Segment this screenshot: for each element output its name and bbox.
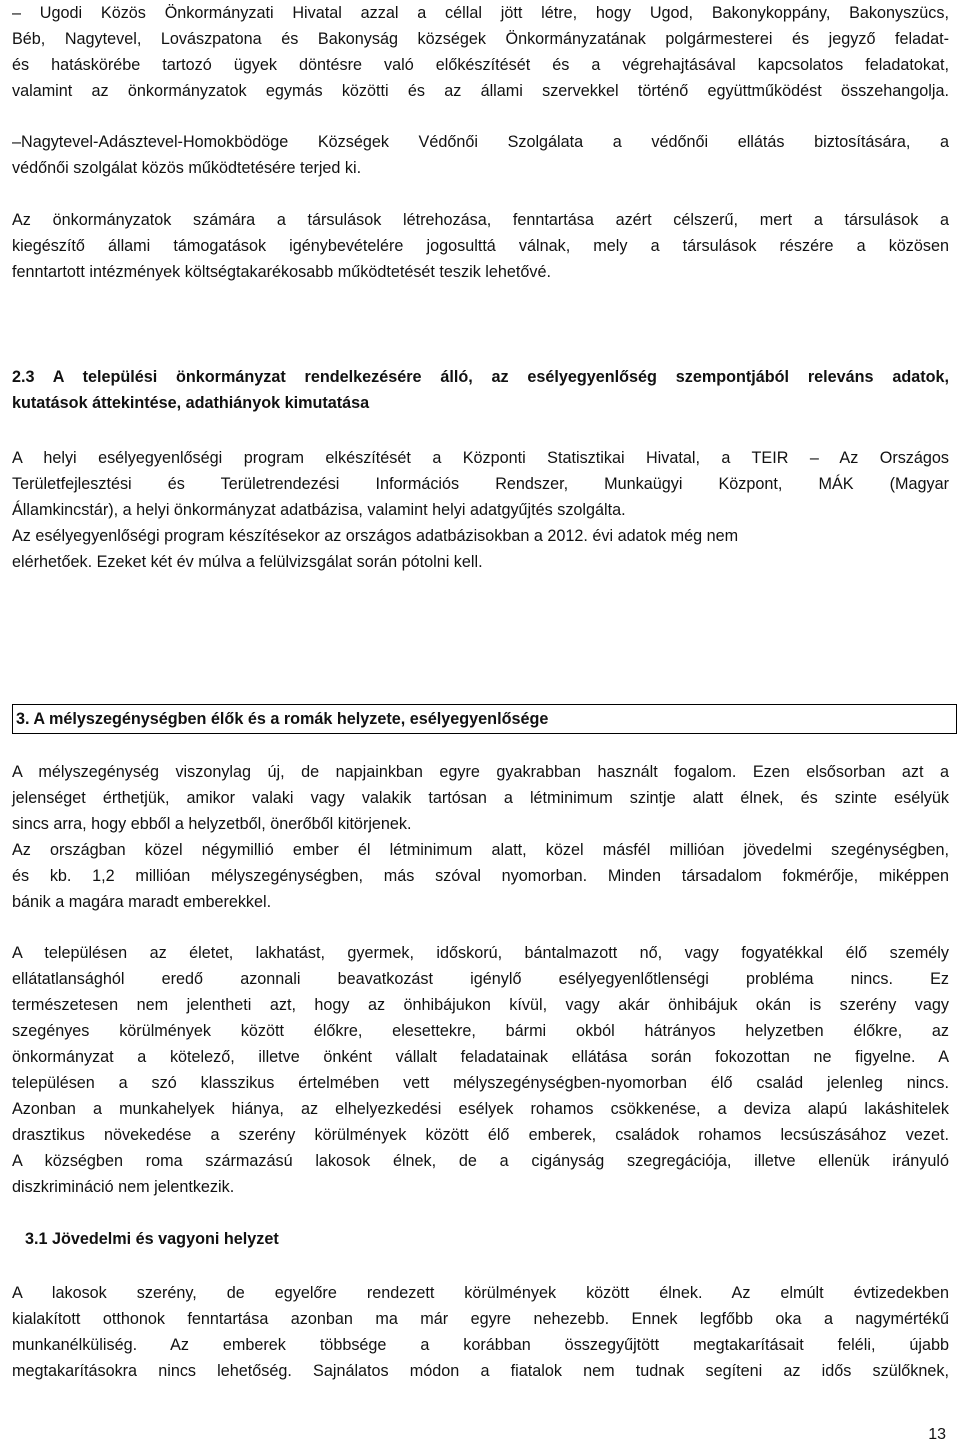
- text-line: diszkrimináció nem jelentkezik.: [12, 1178, 235, 1196]
- text-line: A helyi esélyegyenlőségi program elkészítését a Központi Statisztikai Hivatal, a TEIR – Az Országos: [12, 449, 949, 467]
- text-line: A lakosok szerény, de egyelőre rendezett körülmények között élnek. Az elmúlt évtizedekben: [12, 1284, 949, 1302]
- section-heading-3-1: 3.1 Jövedelmi és vagyoni helyzet: [25, 1230, 279, 1248]
- paragraph-data-availability: [12, 523, 949, 575]
- text-line: Azonban a munkahelyek hiánya, az elhelyezkedési esélyek rohamos csökkenése, a deviza alapú lakáshitelek: [12, 1100, 949, 1118]
- text-line: Az esélyegyenlőségi program készítésekor az országos adatbázisokban a 2012. évi adatok még nem: [12, 527, 739, 545]
- paragraph-associations: [12, 207, 949, 285]
- text-line: kialakított otthonok fenntartása azonban ma már egyre nehezebb. Ennek legfőbb oka a nagymértékű: [12, 1310, 949, 1328]
- text-line: elérhetőek. Ezeket két év múlva a felülvizsgálat során pótolni kell.: [12, 553, 483, 571]
- page-number: 13: [928, 1426, 946, 1443]
- text-line: és kb. 1,2 millióan mélyszegénységben, más szóval nyomorban. Minden társadalom fokmérője, miképpen: [12, 867, 949, 885]
- text-line: sincs arra, hogy ebből a helyzetből, önerőből kitörjenek.: [12, 815, 412, 833]
- text-line: A községben roma származású lakosok élnek, de a cigányság szegregációja, illetve ellenük irányuló: [12, 1152, 949, 1170]
- text-line: szegényes körülmények között élőkre, elesettekre, bármi okból hátrányos helyzetben élőkre, az: [12, 1022, 949, 1040]
- text-line: Az országban közel négymillió ember él létminimum alatt, közel másfél millióan jövedelmi szegénységben,: [12, 841, 949, 859]
- paragraph-income-wealth: [12, 1280, 949, 1384]
- text-line: bánik a magára maradt emberekkel.: [12, 893, 272, 911]
- paragraph-local-situation: [12, 940, 949, 1200]
- text-line: településen a szó klasszikus értelmében vett mélyszegénységben-nyomorban élő család jelenleg nincs.: [12, 1074, 949, 1092]
- text-line: természetesen nem jelentheti azt, hogy az önhibájukon kívül, vagy akár önhibájuk okán is szerény vagy: [12, 996, 949, 1014]
- section-heading-3: 3. A mélyszegénységben élők és a romák helyzete, esélyegyenlősége: [12, 704, 957, 734]
- text-line: Az önkormányzatok számára a társulások létrehozása, fenntartása azért célszerű, mert a társulások a: [12, 211, 949, 229]
- text-line: A településen az életet, lakhatást, gyermek, időskorú, bántalmazott nő, vagy fogyatékkal élő személy: [12, 944, 949, 962]
- paragraph-health-visitor-service: [12, 129, 949, 181]
- text-line: kiegészítő állami támogatások igénybevételére jogosulttá válnak, mely a társulások részére a közösen: [12, 237, 949, 255]
- section-heading-2-3: [12, 364, 949, 416]
- text-line: és hatáskörébe tartozó ügyek döntésre való előkészítését és a végrehajtásával kapcsolatos feladatokat,: [12, 56, 949, 74]
- heading-line: kutatások áttekintése, adathiányok kimutatása: [12, 394, 370, 412]
- text-line: –Nagytevel-Adásztevel-Homokbödöge Községek Védőnői Szolgálata a védőnői ellátás biztosítására, a: [12, 133, 949, 151]
- text-line: védőnői szolgálat közös működtetésére terjed ki.: [12, 159, 362, 177]
- text-line: – Ugodi Közös Önkormányzati Hivatal azzal a céllal jött létre, hogy Ugod, Bakonykoppány, Bakonyszücs,: [12, 4, 949, 22]
- text-line: megtakarításokra nincs lehetőség. Sajnálatos módon a fiatalok nem tudnak segíteni az idős szülőknek,: [12, 1362, 949, 1380]
- paragraph-deep-poverty: [12, 759, 949, 915]
- text-line: önkormányzat a kötelező, illetve önként vállalt feladatainak ellátása során fokozottan ne figyelne. A: [12, 1048, 949, 1066]
- text-line: Államkincstár), a helyi önkormányzat adatbázisa, valamint helyi adatgyűjtés szolgálta.: [12, 501, 626, 519]
- text-line: ellátatlansághól eredő azonnali beavatkozást igénylő esélyegyenlőtlenségi probléma nincs. Ez: [12, 970, 949, 988]
- heading-line: 2.3 A települési önkormányzat rendelkezésére álló, az esélyegyenlőség szempontjából releváns adatok,: [12, 368, 949, 386]
- text-line: Béb, Nagytevel, Lovászpatona és Bakonyság községek Önkormányzatának polgármesterei és jegyző feladat-: [12, 30, 949, 48]
- paragraph-data-sources: [12, 445, 949, 523]
- text-line: jelenséget érthetjük, amikor valaki vagy valakik tartósan a létminimum szintje alatt élnek, és szinte esélyük: [12, 789, 949, 807]
- paragraph-ugod-office: [12, 0, 949, 104]
- text-line: valamint az önkormányzatok egymás közötti és az állami szervekkel történő együttműködést összehangolja.: [12, 82, 949, 100]
- text-line: fenntartott intézmények költségtakarékosabb működtetését teszik lehetővé.: [12, 263, 551, 281]
- text-line: munkanélküliség. Az emberek többsége a korábban összegyűjtött megtakarításait feléli, újabb: [12, 1336, 949, 1354]
- text-line: A mélyszegénység viszonylag új, de napjainkban egyre gyakrabban használt fogalom. Ezen elsősorban azt a: [12, 763, 949, 781]
- text-line: drasztikus növekedése a szerény körülmények között élő emberek, családok rohamos lecsúszásához vezet.: [12, 1126, 949, 1144]
- text-line: Területfejlesztési és Területrendezési Információs Rendszer, Munkaügyi Központ, MÁK (Magyar: [12, 475, 949, 493]
